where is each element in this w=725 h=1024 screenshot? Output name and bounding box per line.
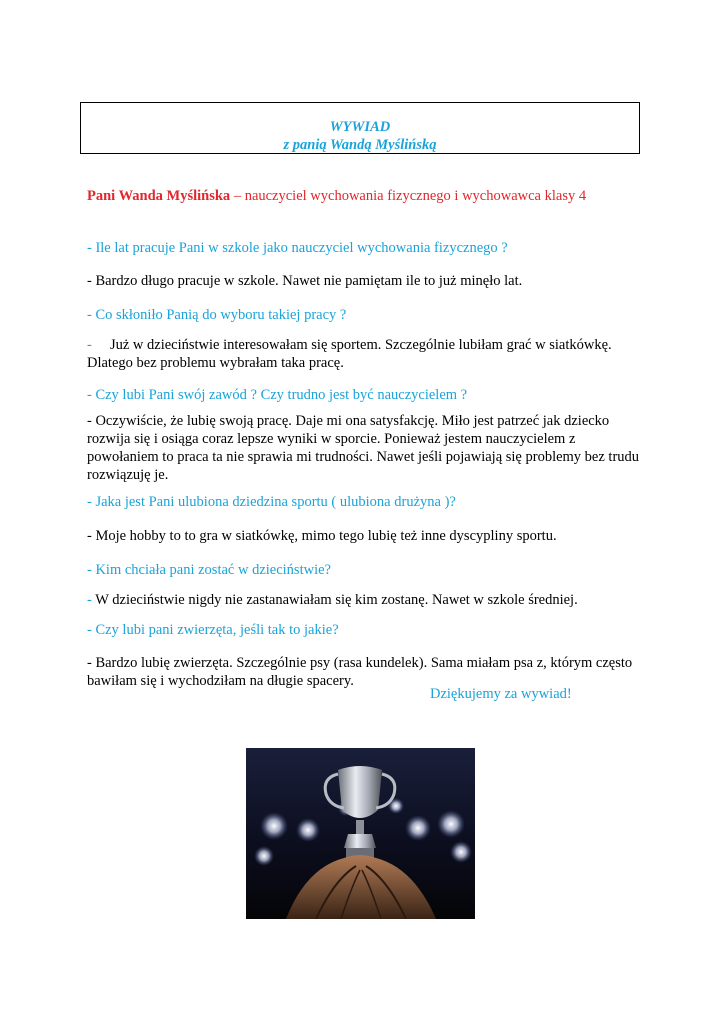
trophy-photo	[246, 748, 475, 919]
answer-4: - Moje hobby to to gra w siatkówkę, mimo tego lubię też inne dyscypliny sportu.	[87, 528, 557, 544]
answer-3: - Oczywiście, że lubię swoją pracę. Daje mi ona satysfakcję. Miło jest patrzeć jak dziecko rozwija się i osiąga coraz lepsze wyniki w sporcie. Ponieważ jestem nauczycielem z powołaniem to praca ta nie sprawia mi trudności. Nawet jeśli pojawiają się problemy bez trudu rozwiązuję je.	[87, 413, 640, 483]
intro-line	[87, 187, 647, 205]
answer-2-dash: -	[87, 337, 92, 353]
question-3: - Czy lubi Pani swój zawód ? Czy trudno jest być nauczycielem ?	[87, 387, 468, 403]
answer-5-dash: -	[87, 592, 92, 608]
title-line-2: z panią Wandą Myślińską	[283, 137, 437, 153]
title-box	[80, 102, 640, 154]
answer-1: - Bardzo długo pracuje w szkole. Nawet nie pamiętam ile to już minęło lat.	[87, 273, 523, 289]
question-1: - Ile lat pracuje Pani w szkole jako nauczyciel wychowania fizycznego ?	[87, 240, 508, 256]
question-4: - Jaka jest Pani ulubiona dziedzina sportu ( ulubiona drużyna )?	[87, 494, 456, 510]
thanks-text: Dziękujemy za wywiad!	[430, 686, 572, 702]
intro-name: Pani Wanda Myślińska	[87, 188, 231, 204]
intro-role: – nauczyciel wychowania fizycznego i wychowawca klasy 4	[230, 188, 587, 204]
question-2: - Co skłoniło Panią do wyboru takiej pracy ?	[87, 307, 347, 323]
answer-2	[87, 336, 647, 372]
title-line-1: WYWIAD	[329, 119, 391, 135]
question-6: - Czy lubi pani zwierzęta, jeśli tak to jakie?	[87, 622, 339, 638]
answer-2-text: Już w dzieciństwie interesowałam się sportem. Szczególnie lubiłam grać w siatkówkę. Dlatego bez problemu wybrałam taka pracę.	[87, 337, 616, 371]
answer-6: - Bardzo lubię zwierzęta. Szczególnie psy (rasa kundelek). Sama miałam psa z, którym często bawiłam się i wychodziłam na długie spacery.	[87, 655, 633, 689]
answer-5-text: W dzieciństwie nigdy nie zastanawiałam się kim zostanę. Nawet w szkole średniej.	[91, 592, 578, 608]
answer-5	[87, 591, 647, 609]
question-5: - Kim chciała pani zostać w dzieciństwie?	[87, 562, 331, 578]
trophy-photo-icon	[246, 748, 475, 919]
